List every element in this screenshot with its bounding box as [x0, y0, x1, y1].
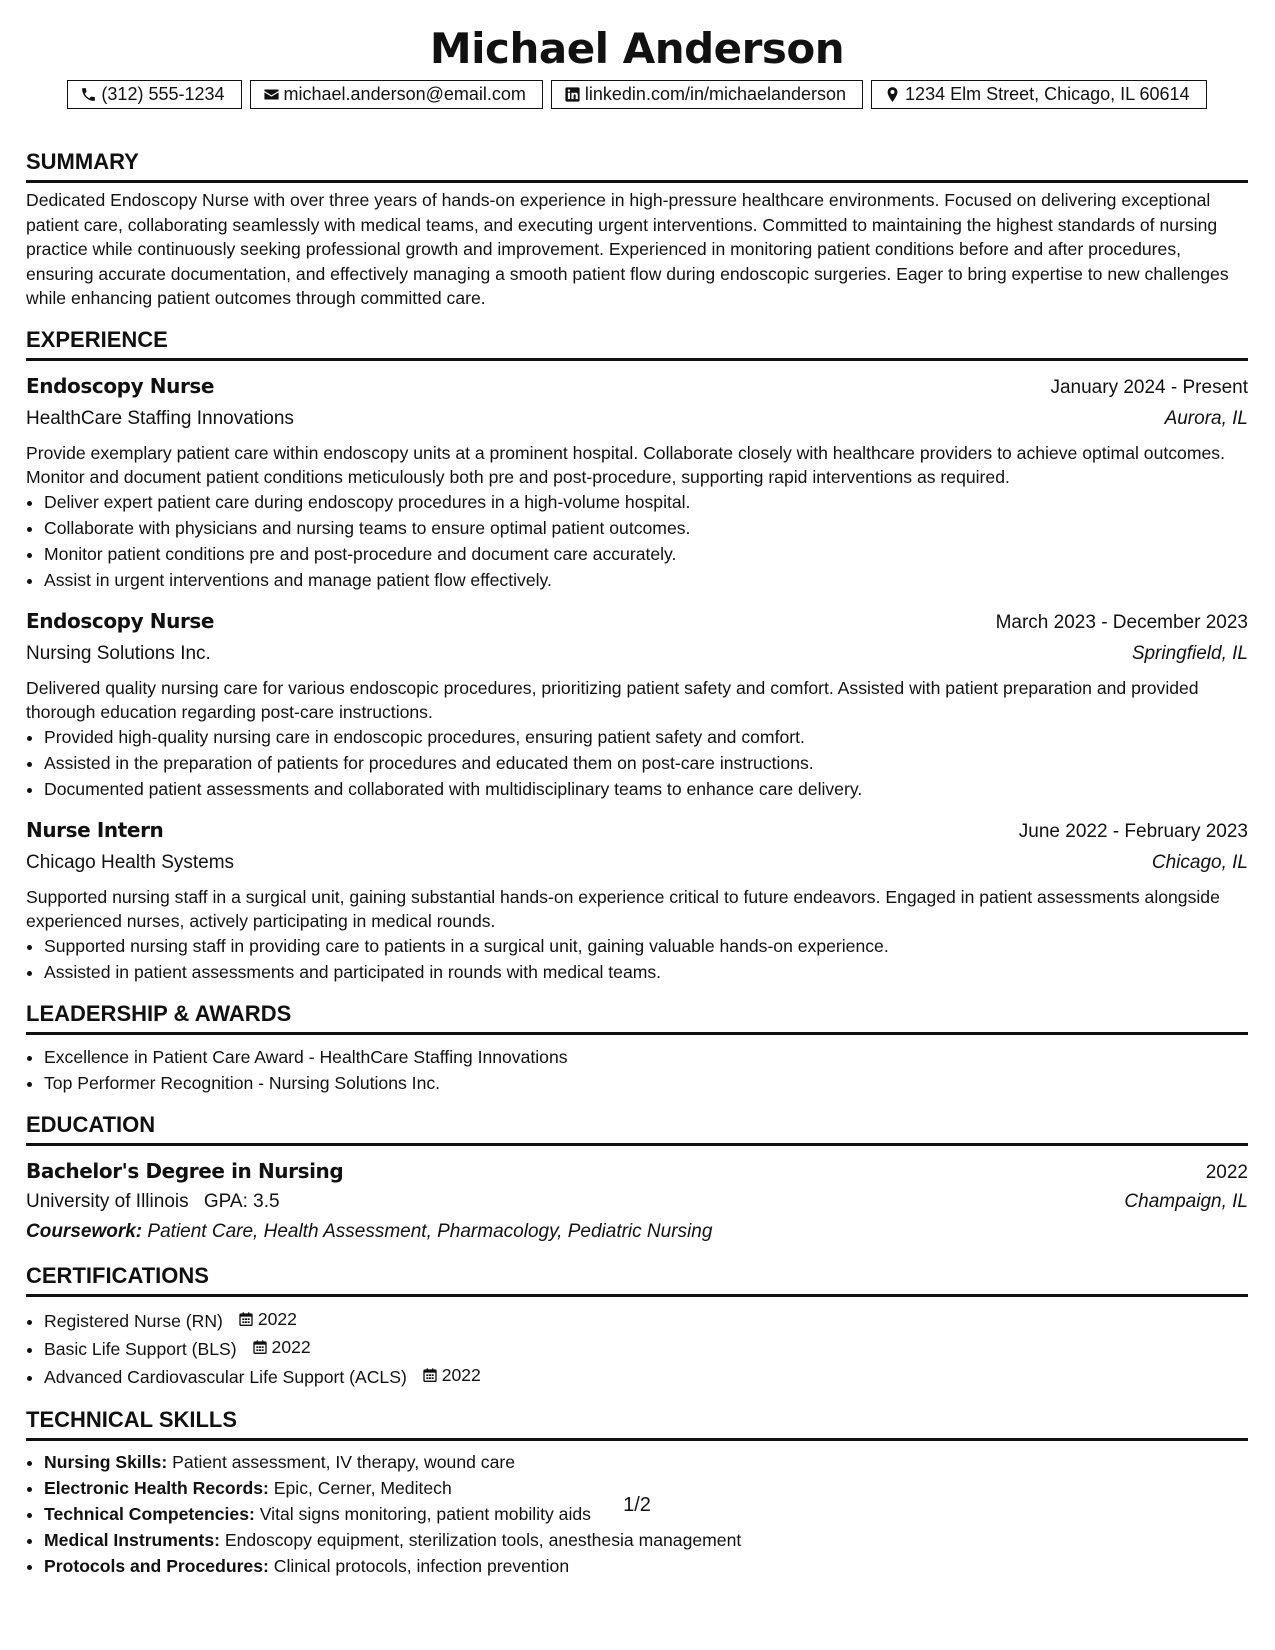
- resume-page: [26, 0, 1248, 1650]
- job-description: Supported nursing staff in a surgical unit, gaining substantial hands-on experience critical to future endeavors. Engaged in patient assessments alongside experienced nurses, actively participating in medical rounds.: [26, 886, 1220, 931]
- contact-linkedin-text: linkedin.com/in/michaelanderson: [584, 84, 847, 104]
- list-item: [44, 1306, 1248, 1334]
- contact-phone-text: (312) 555-1234: [101, 84, 225, 104]
- skill-label: Technical Competencies:: [44, 1503, 255, 1524]
- job-company: Chicago Health Systems: [26, 851, 235, 873]
- job-date: June 2022 - February 2023: [1018, 820, 1248, 842]
- skill-value: Endoscopy equipment, sterilization tools, anesthesia management: [224, 1529, 742, 1550]
- contact-email-text: michael.anderson@email.com: [283, 84, 526, 104]
- education-entry: [26, 1157, 1248, 1246]
- certifications-list: [26, 1306, 1248, 1390]
- job-location: Aurora, IL: [1164, 407, 1248, 429]
- cert-name: Advanced Cardiovascular Life Support (ACLS): [44, 1366, 407, 1387]
- list-item: • Supported nursing staff in providing care to patients in a surgical unit, gaining valuable hands-on experience.: [44, 933, 1248, 959]
- cert-year: 2022: [271, 1336, 311, 1357]
- job-bullets: [26, 933, 1248, 985]
- list-item: [44, 1334, 1248, 1362]
- certifications-heading: CERTIFICATIONS: [26, 1263, 1248, 1297]
- summary-text: Dedicated Endoscopy Nurse with over three years of hands-on experience in high-pressure healthcare environments. Focused on delivering exceptional patient care, collaborating seamlessly with medical teams, and executing urgent interventions. Committed to maintaining the highest standards of nursing practice while continuously seeking professional growth and improvement. Experienced in monitoring patient conditions before and after procedures, ensuring accurate documentation, and effectively managing a smooth patient flow during endoscopic surgeries. Eager to bring expertise to new challenges while enhancing patient outcomes through committed care.: [26, 190, 1229, 308]
- gpa: GPA: 3.5: [203, 1190, 280, 1212]
- skill-label: Protocols and Procedures:: [44, 1555, 269, 1576]
- skill-value: Vital signs monitoring, patient mobility aids: [259, 1503, 591, 1524]
- job-bullets: [26, 724, 1248, 802]
- education-heading: EDUCATION: [26, 1112, 1248, 1146]
- list-item: [44, 1362, 1248, 1390]
- coursework-label: Coursework:: [26, 1220, 143, 1242]
- skill-label: Medical Instruments:: [44, 1529, 220, 1550]
- list-item: • Assist in urgent interventions and manage patient flow effectively.: [44, 567, 1248, 593]
- list-item: • Deliver expert patient care during endoscopy procedures in a high-volume hospital.: [44, 489, 1248, 515]
- job-description: Delivered quality nursing care for various endoscopic procedures, prioritizing patient safety and comfort. Assisted with patient preparation and provided thorough education regarding post-care instructions.: [26, 677, 1199, 722]
- job-bullets: [26, 489, 1248, 593]
- candidate-name: Michael Anderson: [429, 24, 845, 73]
- contact-address-text: 1234 Elm Street, Chicago, IL 60614: [905, 84, 1190, 104]
- awards-list: [26, 1044, 1248, 1096]
- experience-heading: EXPERIENCE: [26, 327, 1248, 361]
- job-entry: [26, 816, 1248, 985]
- job-entry: [26, 607, 1248, 802]
- skill-label: Nursing Skills:: [44, 1451, 168, 1472]
- cert-name: Basic Life Support (BLS): [44, 1338, 237, 1359]
- cert-name: Registered Nurse (RN): [44, 1310, 223, 1331]
- awards-heading: LEADERSHIP & AWARDS: [26, 1001, 1248, 1035]
- job-description: Provide exemplary patient care within endoscopy units at a prominent hospital. Collaborate closely with healthcare providers to achieve optimal outcomes. Monitor and document patient conditions meticulously both pre and post-procedure, supporting rapid interventions as required.: [26, 442, 1225, 487]
- job-title: Endoscopy Nurse: [26, 373, 215, 398]
- calendar-icon: [422, 1367, 438, 1383]
- degree: Bachelor's Degree in Nursing: [26, 1158, 344, 1183]
- list-item: [44, 1527, 1248, 1553]
- list-item: [44, 1553, 1248, 1579]
- graduation-year: 2022: [1205, 1161, 1248, 1183]
- contact-address[interactable]: [871, 80, 1207, 109]
- skill-value: Patient assessment, IV therapy, wound care: [172, 1451, 516, 1472]
- list-item: • Assisted in patient assessments and participated in rounds with medical teams.: [44, 959, 1248, 985]
- linkedin-icon: [564, 86, 581, 103]
- list-item: • Collaborate with physicians and nursing teams to ensure optimal patient outcomes.: [44, 515, 1248, 541]
- job-entry: [26, 372, 1248, 593]
- skill-value: Clinical protocols, infection prevention: [273, 1555, 570, 1576]
- cert-year: 2022: [441, 1364, 481, 1385]
- job-company: Nursing Solutions Inc.: [26, 642, 211, 664]
- calendar-icon: [252, 1339, 268, 1355]
- job-date: January 2024 - Present: [1050, 376, 1248, 398]
- page-number: 1/2: [623, 1494, 651, 1516]
- school-name: University of Illinois: [26, 1190, 189, 1212]
- school-location: Champaign, IL: [1124, 1190, 1248, 1212]
- job-title: Endoscopy Nurse: [26, 608, 215, 633]
- list-item: [44, 1449, 1248, 1475]
- list-item: • Excellence in Patient Care Award - HealthCare Staffing Innovations: [44, 1044, 1248, 1070]
- contact-bar: [26, 80, 1248, 109]
- summary-heading: SUMMARY: [26, 149, 1248, 183]
- skill-label: Electronic Health Records:: [44, 1477, 269, 1498]
- phone-icon: [80, 86, 97, 103]
- map-pin-icon: [884, 86, 901, 103]
- contact-email[interactable]: [250, 80, 543, 109]
- cert-year: 2022: [257, 1308, 297, 1329]
- job-location: Springfield, IL: [1131, 642, 1248, 664]
- job-title: Nurse Intern: [26, 817, 164, 842]
- list-item: • Provided high-quality nursing care in endoscopic procedures, ensuring patient safety and comfort.: [44, 724, 1248, 750]
- skill-value: Epic, Cerner, Meditech: [273, 1477, 452, 1498]
- calendar-icon: [238, 1311, 254, 1327]
- skills-heading: TECHNICAL SKILLS: [26, 1407, 1248, 1441]
- job-location: Chicago, IL: [1151, 851, 1248, 873]
- list-item: • Assisted in the preparation of patients for procedures and educated them on post-care instructions.: [44, 750, 1248, 776]
- coursework: [26, 1218, 1248, 1246]
- contact-phone[interactable]: [67, 80, 241, 109]
- list-item: • Monitor patient conditions pre and post-procedure and document care accurately.: [44, 541, 1248, 567]
- envelope-icon: [263, 86, 280, 103]
- job-date: March 2023 - December 2023: [995, 611, 1248, 633]
- list-item: • Top Performer Recognition - Nursing Solutions Inc.: [44, 1070, 1248, 1096]
- contact-linkedin[interactable]: [551, 80, 863, 109]
- list-item: • Documented patient assessments and collaborated with multidisciplinary teams to enhance care delivery.: [44, 776, 1248, 802]
- coursework-list: Patient Care, Health Assessment, Pharmacology, Pediatric Nursing: [147, 1220, 713, 1242]
- job-company: HealthCare Staffing Innovations: [26, 407, 294, 429]
